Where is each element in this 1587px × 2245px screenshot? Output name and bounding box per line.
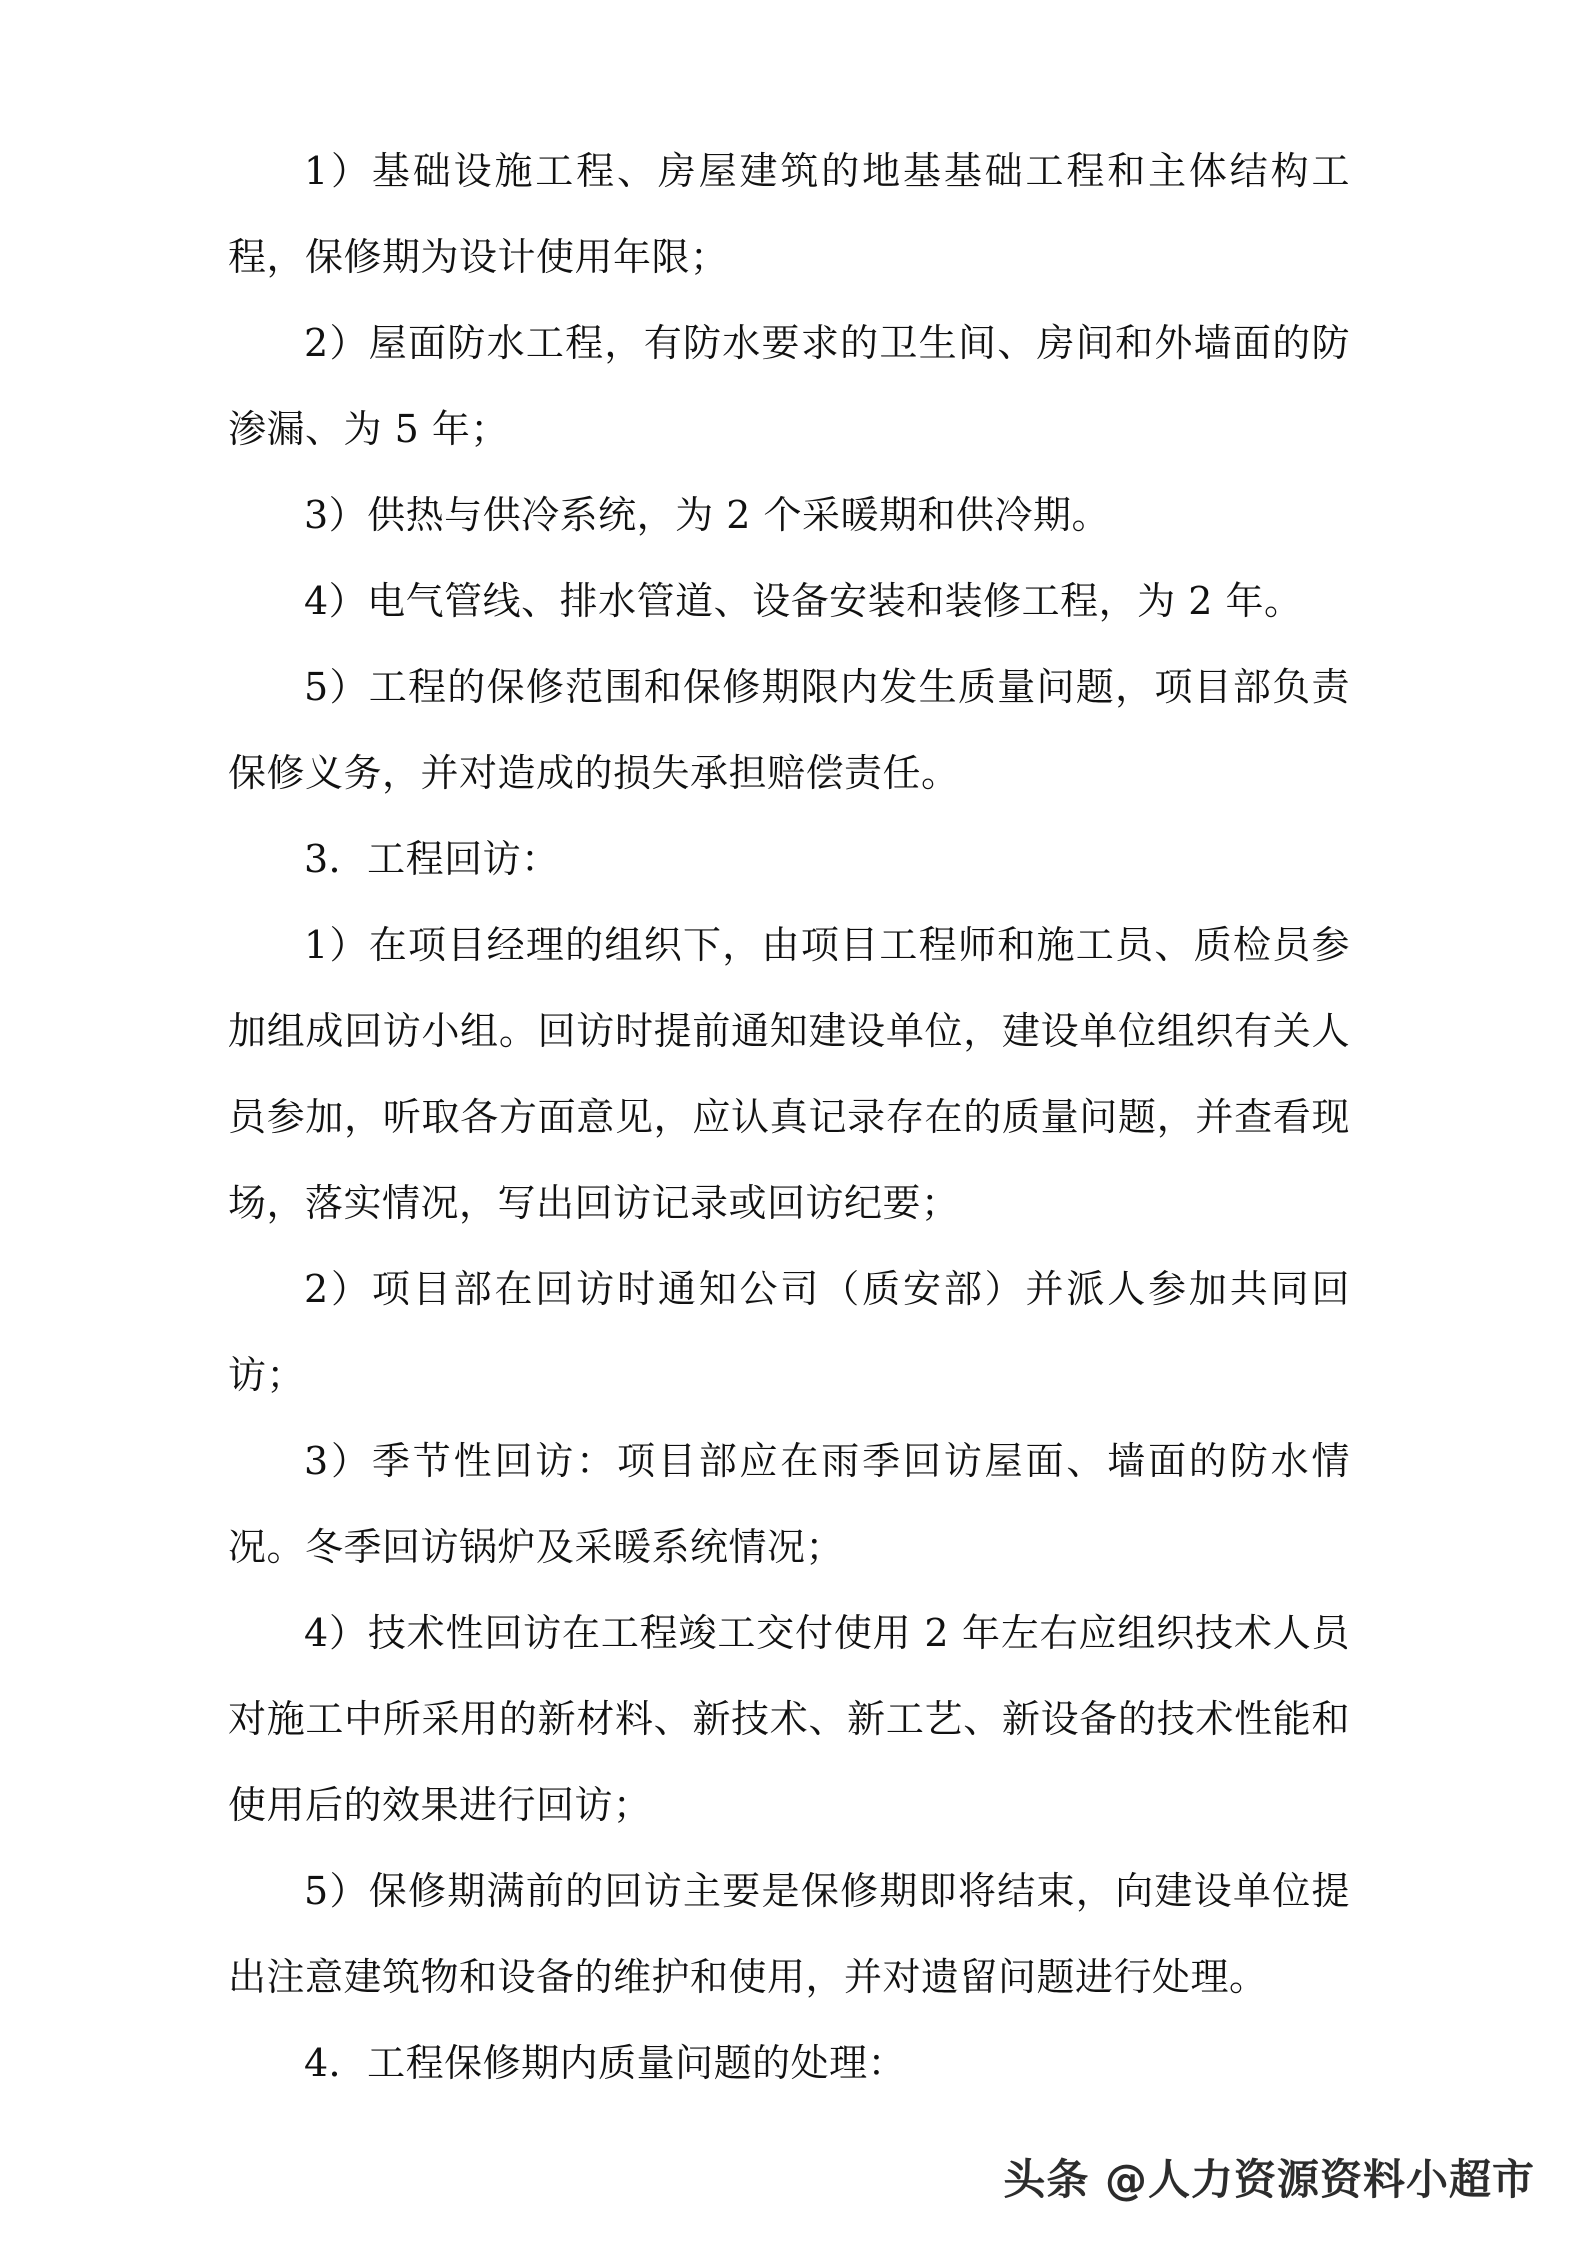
paragraph-revisit-item-3: 3）季节性回访：项目部应在雨季回访屋面、墙面的防水情况。冬季回访锅炉及采暖系统情况；	[228, 1439, 1350, 1569]
paragraph-revisit-item-2: 2）项目部在回访时通知公司（质安部）并派人参加共同回访；	[228, 1267, 1350, 1397]
heading-section-3: 3．工程回访：	[304, 837, 560, 881]
heading-section-4: 4．工程保修期内质量问题的处理：	[304, 2041, 907, 2085]
paragraph-revisit-item-4: 4）技术性回访在工程竣工交付使用 2 年左右应组织技术人员对施工中所采用的新材料、新技术、新工艺、新设备的技术性能和使用后的效果进行回访；	[228, 1611, 1350, 1827]
document-body	[228, 128, 1350, 2106]
paragraph-warranty-item-2: 2）屋面防水工程，有防水要求的卫生间、房间和外墙面的防渗漏、为 5 年；	[228, 321, 1350, 451]
paragraph-warranty-item-4: 4）电气管线、排水管道、设备安装和装修工程，为 2 年。	[304, 579, 1303, 623]
paragraph-revisit-item-1: 1）在项目经理的组织下，由项目工程师和施工员、质检员参加组成回访小组。回访时提前通知建设单位，建设单位组织有关人员参加，听取各方面意见，应认真记录存在的质量问题，并查看现场，落实情况，写出回访记录或回访纪要；	[228, 923, 1350, 1225]
paragraph-revisit-item-5: 5）保修期满前的回访主要是保修期即将结束，向建设单位提出注意建筑物和设备的维护和使用，并对遗留问题进行处理。	[228, 1869, 1350, 1999]
paragraph-warranty-item-1: 1）基础设施工程、房屋建筑的地基基础工程和主体结构工程，保修期为设计使用年限；	[228, 149, 1350, 279]
paragraph-warranty-item-5: 5）工程的保修范围和保修期限内发生质量问题，项目部负责保修义务，并对造成的损失承担赔偿责任。	[228, 665, 1350, 795]
paragraph-warranty-item-3: 3）供热与供冷系统，为 2 个采暖期和供冷期。	[304, 493, 1111, 537]
watermark-text: 头条 @人力资源资料小超市	[1003, 2155, 1535, 2204]
